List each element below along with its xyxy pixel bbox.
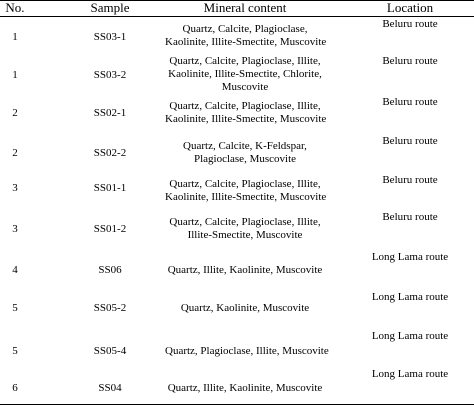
mineral-line: Kaolinite, Illite-Smectite, Chlorite, — [168, 68, 322, 80]
row-location: Beluru route — [382, 96, 438, 108]
mineral-line: Quartz, Calcite, Plagioclase, Illite, — [169, 178, 321, 190]
row-sample: SS05-4 — [93, 345, 127, 357]
row-no: 5 — [12, 302, 18, 314]
mineral-line: Kaolinite, Illite-Smectite, Muscovite — [165, 113, 327, 125]
mineral-line: Quartz, Kaolinite, Muscovite — [180, 302, 310, 314]
mineral-line: Quartz, Calcite, K-Feldspar, — [183, 140, 307, 152]
row-sample: SS02-2 — [93, 147, 127, 159]
row-mineral-content — [165, 264, 325, 277]
row-mineral-content — [165, 216, 325, 242]
row-sample: SS06 — [98, 264, 122, 276]
mineral-line: Quartz, Calcite, Plagioclase, — [182, 23, 308, 35]
row-mineral-content — [165, 178, 325, 204]
row-location: Long Lama route — [371, 291, 449, 303]
row-location: Beluru route — [382, 55, 438, 67]
header-no: No. — [5, 0, 25, 15]
row-location: Long Lama route — [371, 330, 449, 342]
mineral-line: Quartz, Calcite, Plagioclase, Illite, — [169, 100, 321, 112]
row-no: 3 — [12, 223, 18, 235]
row-mineral-content — [165, 382, 325, 395]
row-no: 6 — [12, 382, 18, 394]
row-sample: SS04 — [98, 382, 122, 394]
mineral-line: Muscovite — [221, 81, 269, 93]
row-no: 2 — [12, 107, 18, 119]
row-no: 1 — [12, 31, 18, 43]
row-sample: SS03-1 — [93, 31, 127, 43]
row-mineral-content — [165, 100, 325, 126]
row-location: Long Lama route — [371, 368, 449, 380]
row-location: Beluru route — [382, 174, 438, 186]
row-sample: SS05-2 — [93, 302, 127, 314]
header-location: Location — [386, 0, 434, 15]
row-no: 4 — [12, 264, 18, 276]
mineral-line: Kaolinite, Illite-Smectite, Muscovite — [165, 191, 327, 203]
mineral-line: Quartz, Illite, Kaolinite, Muscovite — [167, 382, 323, 394]
header-rule — [0, 16, 474, 17]
table-bottom-rule — [0, 404, 474, 405]
mineral-line: Quartz, Plagioclase, Illite, Muscovite — [165, 345, 329, 357]
mineral-line: Quartz, Calcite, Plagioclase, Illite, — [169, 55, 321, 67]
mineral-line: Quartz, Calcite, Plagioclase, Illite, — [169, 216, 321, 228]
row-sample: SS02-1 — [93, 107, 127, 119]
mineral-line: Plagioclase, Muscovite — [193, 153, 297, 165]
row-mineral-content — [165, 140, 325, 166]
row-mineral-content — [165, 23, 325, 49]
row-sample: SS01-2 — [93, 223, 127, 235]
row-no: 5 — [12, 345, 18, 357]
mineral-line: Illite-Smectite, Muscovite — [187, 229, 303, 241]
header-mineral-content: Mineral content — [203, 0, 287, 15]
row-location: Beluru route — [382, 211, 438, 223]
row-location: Long Lama route — [371, 251, 449, 263]
row-sample: SS01-1 — [93, 182, 127, 194]
mineral-line: Kaolinite, Illite-Smectite, Muscovite — [165, 36, 327, 48]
row-mineral-content — [165, 345, 329, 358]
row-no: 1 — [12, 69, 18, 81]
row-mineral-content — [165, 55, 325, 94]
header-sample: Sample — [90, 0, 130, 15]
row-sample: SS03-2 — [93, 69, 127, 81]
mineral-line: Quartz, Illite, Kaolinite, Muscovite — [167, 264, 323, 276]
row-mineral-content — [165, 302, 325, 315]
row-location: Beluru route — [382, 135, 438, 147]
row-location: Beluru route — [382, 18, 438, 30]
row-no: 2 — [12, 147, 18, 159]
row-no: 3 — [12, 182, 18, 194]
